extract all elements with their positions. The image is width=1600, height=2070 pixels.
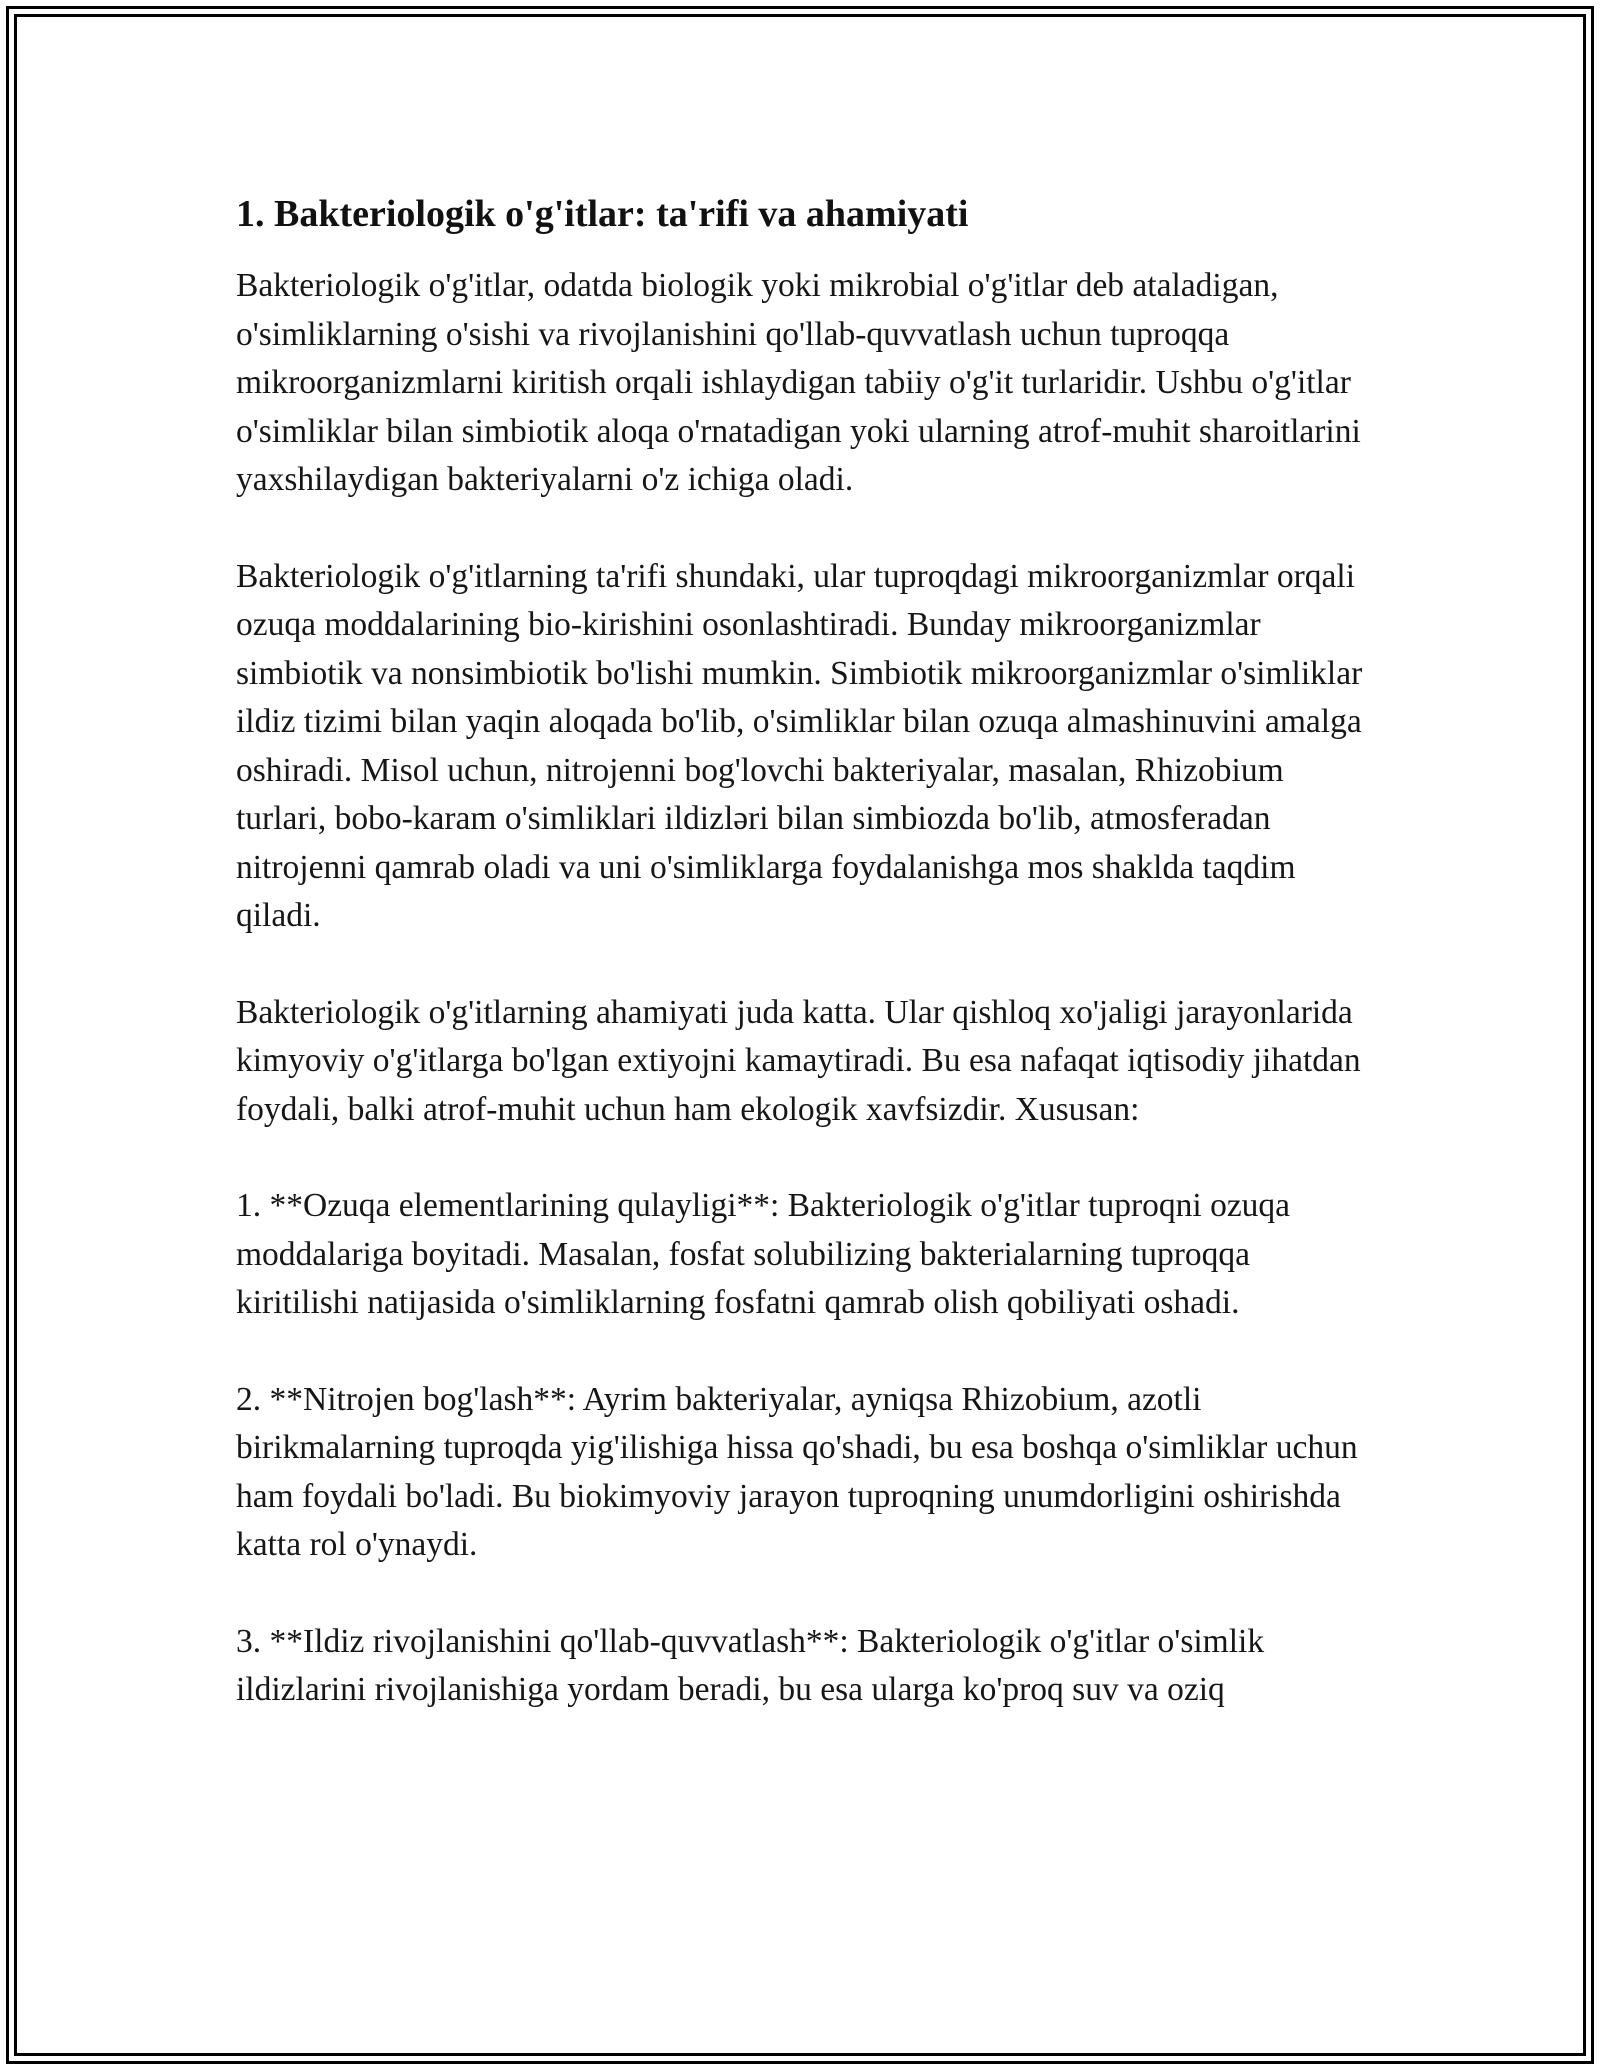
list-item-root-development: 3. **Ildiz rivojlanishini qo'llab-quvvatlash**: Bakteriologik o'g'itlar o'simlik ildizlarini rivojlanishiga yordam beradi, bu esa ularga ko'proq suv va oziq xyxy=(236,1622,1265,1708)
paragraph-importance: Bakteriologik o'g'itlarning ahamiyati juda katta. Ular qishloq xo'jaligi jarayonlarida kimyoviy o'g'itlarga bo'lgan extiyojni kamaytiradi. Bu esa nafaqat iqtisodiy jihatdan foydali, balki atrof-muhit uchun ham ekologik xavfsizdir. Xususan: xyxy=(236,993,1361,1128)
list-item-nitrogen: 2. **Nitrojen bog'lash**: Ayrim bakteriyalar, ayniqsa Rhizobium, azotli birikmalarning tuproqda yig'ilishiga hissa qo'shadi, bu esa boshqa o'simliklar uchun ham foydali bo'ladi. Bu biokimyoviy jarayon tuproqning unumdorligini oshirishda katta rol o'ynaydi. xyxy=(236,1380,1358,1563)
section-heading: 1. Bakteriologik o'g'itlar: ta'rifi va ahamiyati xyxy=(236,193,969,235)
paragraph-definition: Bakteriologik o'g'itlar, odatda biologik yoki mikrobial o'g'itlar deb ataladigan, o'simliklarning o'sishi va rivojlanishini qo'llab-quvvatlash uchun tuproqqa mikroorganizmlarni kiritish orqali ishlaydigan tabiiy o'g'it turlaridir. Ushbu o'g'itlar o'simliklar bilan simbiotik aloqa o'rnatadigan yoki ularning atrof-muhit sharoitlarini yaxshilaydigan bakteriyalarni o'z ichiga oladi. xyxy=(236,267,1361,498)
list-item-nutrients: 1. **Ozuqa elementlarining qulayligi**: Bakteriologik o'g'itlar tuproqni ozuqa moddalariga boyitadi. Masalan, fosfat solubilizing bakterialarning tuproqqa kiritilishi natijasida o'simliklarning fosfatni qamrab olish qobiliyati oshadi. xyxy=(236,1187,1291,1321)
paragraph-description: Bakteriologik o'g'itlarning ta'rifi shundaki, ular tuproqdagi mikroorganizmlar orqali ozuqa moddalarining bio-kirishini osonlashtiradi. Bunday mikroorganizmlar simbiotik va nonsimbiotik bo'lishi mumkin. Simbiotik mikroorganizmlar o'simliklar ildiz tizimi bilan yaqin aloqada bo'lib, o'simliklar bilan ozuqa almashinuvini amalga oshiradi. Misol uchun, nitrojenni bog'lovchi bakteriyalar, masalan, Rhizobium turlari, bobo-karam o'simliklari ildizləri bilan simbiozda bo'lib, atmosferadan nitrojenni qamrab oladi va uni o'simliklarga foydalanishga mos shakldа taqdim qiladi. xyxy=(236,557,1363,934)
document-page xyxy=(236,188,1376,1715)
